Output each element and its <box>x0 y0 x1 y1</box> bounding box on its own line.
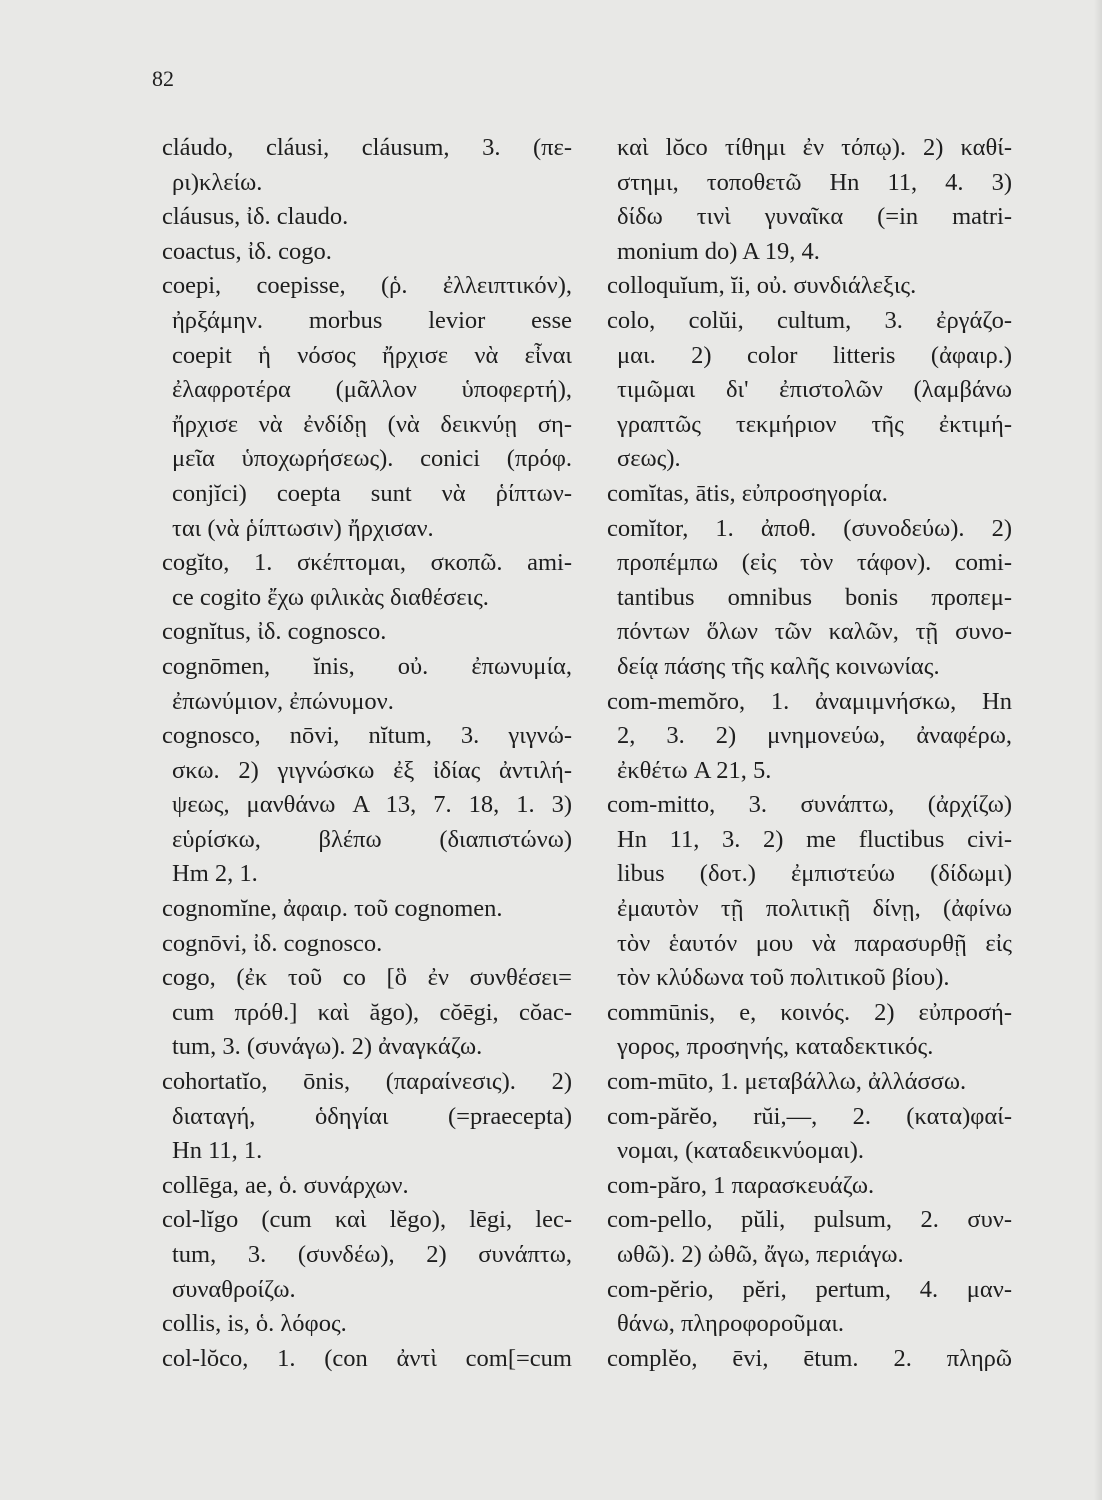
entry-headline: cognosco, nōvi, nĭtum, 3. γιγνώ- <box>162 722 572 750</box>
page-edge-shadow <box>1094 0 1102 1500</box>
entry-line: σκω. 2) γιγνώσκω ἐξ ἰδίας ἀντιλή- <box>172 756 572 784</box>
entry-headline: collēga, ae, ὁ. συνάρχων. <box>162 1171 409 1199</box>
entry-line: ἐλαφροτέρα (μᾶλλον ὑποφερτή), <box>172 376 572 404</box>
entry-line: ωθῶ). 2) ὠθῶ, ἄγω, περιάγω. <box>617 1241 904 1268</box>
entry-headline: cognomĭne, ἀφαιρ. τοῦ cognomen. <box>162 895 503 923</box>
left-column <box>162 131 572 1376</box>
entry-line: δείᾳ πάσης τῆς καλῆς κοινωνίας. <box>617 652 940 680</box>
entry-line: ψεως, μανθάνω A 13, 7. 18, 1. 3) <box>172 791 572 819</box>
entry-headline: com-păro, 1 παρασκευάζω. <box>607 1171 875 1199</box>
entry-headline: cohortatĭo, ōnis, (παραίνεσις). 2) <box>162 1068 572 1096</box>
dictionary-entry <box>607 1065 1012 1100</box>
entry-headline: cogo, (ἐκ τοῦ co [ὃ ἐν συνθέσει= <box>162 964 572 992</box>
dictionary-entry <box>162 892 572 927</box>
entry-line: monium do) A 19, 4. <box>617 237 820 265</box>
dictionary-entry <box>607 1169 1012 1204</box>
entry-line: Hm 2, 1. <box>172 860 258 888</box>
entry-headline: com-pĕrio, pĕri, pertum, 4. μαν- <box>607 1275 1012 1303</box>
entry-headline: com-memŏro, 1. ἀναμιμνήσκω, Hn <box>607 687 1012 715</box>
entry-headline: col-lŏco, 1. (con ἀντὶ com[=cum <box>162 1344 572 1372</box>
dictionary-entry <box>162 719 572 892</box>
entry-line: ἠρξάμην. morbus levior esse <box>172 306 572 334</box>
entry-line: μαι. 2) color litteris (ἀφαιρ.) <box>617 341 1012 369</box>
entry-line: συναθροίζω. <box>172 1275 296 1303</box>
entry-headline: coepi, coepisse, (ῥ. ἐλλειπτικόν), <box>162 272 572 300</box>
dictionary-entry <box>162 961 572 1065</box>
dictionary-entry <box>162 1169 572 1204</box>
dictionary-entry <box>162 269 572 546</box>
entry-line: στημι, τοποθετῶ Hn 11, 4. 3) <box>617 168 1012 196</box>
dictionary-entry <box>607 1273 1012 1342</box>
entry-line: Hn 11, 3. 2) me fluctibus civi- <box>617 825 1012 853</box>
entry-headline: colloquĭum, ĭi, οὐ. συνδιάλεξις. <box>607 272 917 300</box>
entry-headline: cláudo, cláusi, cláusum, 3. (πε- <box>162 134 572 161</box>
entry-headline: comĭtor, 1. ἀποθ. (συνοδεύω). 2) <box>607 514 1012 542</box>
entry-line: τὸν κλύδωνα τοῦ πολιτικοῦ βίου). <box>617 964 950 992</box>
entry-headline: com-părĕo, rŭi,—, 2. (κατα)φαί- <box>607 1102 1012 1130</box>
entry-headline: cognĭtus, ἰδ. cognosco. <box>162 618 387 646</box>
dictionary-entry <box>607 996 1012 1065</box>
entry-line: coepit ἡ νόσος ἤρχισε νὰ εἶναι <box>172 341 572 369</box>
dictionary-entry <box>162 1307 572 1342</box>
entry-headline: cláusus, ἰδ. claudo. <box>162 203 349 231</box>
entry-line: θάνω, πληροφοροῦμαι. <box>617 1310 845 1338</box>
entry-line: ἐκθέτω A 21, 5. <box>617 756 772 784</box>
entry-line: ται (νὰ ῥίπτωσιν) ἤρχισαν. <box>172 514 434 542</box>
entry-line: καὶ lŏco τίθημι ἐν τόπῳ). 2) καθί- <box>617 134 1012 161</box>
entry-line: γραπτῶς τεκμήριον τῆς ἐκτιμή- <box>617 410 1012 438</box>
entry-line: πόντων ὅλων τῶν καλῶν, τῇ συνο- <box>617 618 1012 646</box>
entry-line: γορος, προσηνής, καταδεκτικός. <box>617 1033 934 1061</box>
dictionary-entry <box>162 1342 572 1377</box>
dictionary-entry <box>162 200 572 235</box>
entry-line: tantibus omnibus bonis προπεμ- <box>617 583 1012 611</box>
entry-line: 2, 3. 2) μνημονεύω, ἀναφέρω, <box>617 722 1012 750</box>
entry-headline: com-mitto, 3. συνάπτω, (ἀρχίζω) <box>607 791 1012 819</box>
dictionary-entry <box>162 615 572 650</box>
entry-headline: coactus, ἰδ. cogo. <box>162 237 332 265</box>
entry-headline: com-pello, pŭli, pulsum, 2. συν- <box>607 1206 1012 1234</box>
dictionary-entry <box>607 1203 1012 1272</box>
entry-line: tum, 3. (συνάγω). 2) ἀναγκάζω. <box>172 1033 483 1061</box>
entry-line: μεῖα ὑποχωρήσεως). conici (πρόφ. <box>172 445 572 473</box>
entry-line: cum πρόθ.] καὶ ăgo), cŏēgi, cŏac- <box>172 998 572 1026</box>
dictionary-entry <box>607 1100 1012 1169</box>
entry-headline: comĭtas, ātis, εὐπροσηγορία. <box>607 479 888 507</box>
dictionary-entry <box>607 788 1012 996</box>
dictionary-entry <box>607 131 1012 269</box>
dictionary-entry <box>607 477 1012 512</box>
entry-line: ἤρχισε νὰ ἐνδίδῃ (νὰ δεικνύῃ ση- <box>172 410 572 438</box>
dictionary-entry <box>607 1342 1012 1377</box>
page-number: 82 <box>152 66 174 91</box>
entry-line: conjĭci) coepta sunt νὰ ῥίπτων- <box>172 479 572 507</box>
dictionary-entry <box>162 131 572 200</box>
entry-line: σεως). <box>617 445 681 473</box>
entry-headline: complĕo, ēvi, ētum. 2. πληρῶ <box>607 1344 1012 1372</box>
entry-line: ρι)κλείω. <box>172 168 263 196</box>
entry-headline: cognōmen, ĭnis, οὐ. ἐπωνυμία, <box>162 652 572 680</box>
entry-headline: colo, colŭi, cultum, 3. ἐργάζο- <box>607 306 1012 334</box>
entry-headline: col-lĭgo (cum καὶ lĕgo), lēgi, lec- <box>162 1206 572 1234</box>
dictionary-entry <box>607 685 1012 789</box>
entry-line: διαταγή, ὁδηγίαι (=praecepta) <box>172 1102 572 1130</box>
entry-headline: commūnis, e, κοινός. 2) εὐπροσή- <box>607 998 1012 1026</box>
entry-line: ce cogito ἔχω φιλικὰς διαθέσεις. <box>172 583 489 611</box>
dictionary-entry <box>162 546 572 615</box>
dictionary-entry <box>162 927 572 962</box>
entry-line: tum, 3. (συνδέω), 2) συνάπτω, <box>172 1241 572 1268</box>
dictionary-entry <box>162 235 572 270</box>
entry-line: προπέμπω (εἰς τὸν τάφον). comi- <box>617 549 1012 577</box>
entry-line: ἐπωνύμιον, ἐπώνυμον. <box>172 687 394 715</box>
entry-line: ἐμαυτὸν τῇ πολιτικῇ δίνῃ, (ἀφίνω <box>617 895 1012 923</box>
dictionary-entry <box>607 304 1012 477</box>
entry-line: νομαι, (καταδεικνύομαι). <box>617 1137 865 1165</box>
entry-headline: cogĭto, 1. σκέπτομαι, σκοπῶ. ami- <box>162 549 572 577</box>
dictionary-entry <box>607 512 1012 685</box>
dictionary-entry <box>162 650 572 719</box>
entry-headline: cognōvi, ἰδ. cognosco. <box>162 929 383 957</box>
right-column <box>607 131 1012 1376</box>
entry-line: Hn 11, 1. <box>172 1137 263 1165</box>
dictionary-entry <box>162 1065 572 1169</box>
entry-headline: com-mūto, 1. μεταβάλλω, ἀλλάσσω. <box>607 1068 967 1096</box>
entry-line: εὑρίσκω, βλέπω (διαπιστώνω) <box>172 825 572 853</box>
entry-line: δίδω τινὶ γυναῖκα (=in matri- <box>617 203 1012 231</box>
dictionary-entry <box>162 1203 572 1307</box>
entry-line: τὸν ἑαυτόν μου νὰ παρασυρθῇ εἰς <box>617 929 1012 957</box>
entry-line: τιμῶμαι δι' ἐπιστολῶν (λαμβάνω <box>617 376 1012 404</box>
entry-line: libus (δοτ.) ἐμπιστεύω (δίδωμι) <box>617 860 1012 888</box>
entry-headline: collis, is, ὁ. λόφος. <box>162 1310 347 1338</box>
dictionary-entry <box>607 269 1012 304</box>
